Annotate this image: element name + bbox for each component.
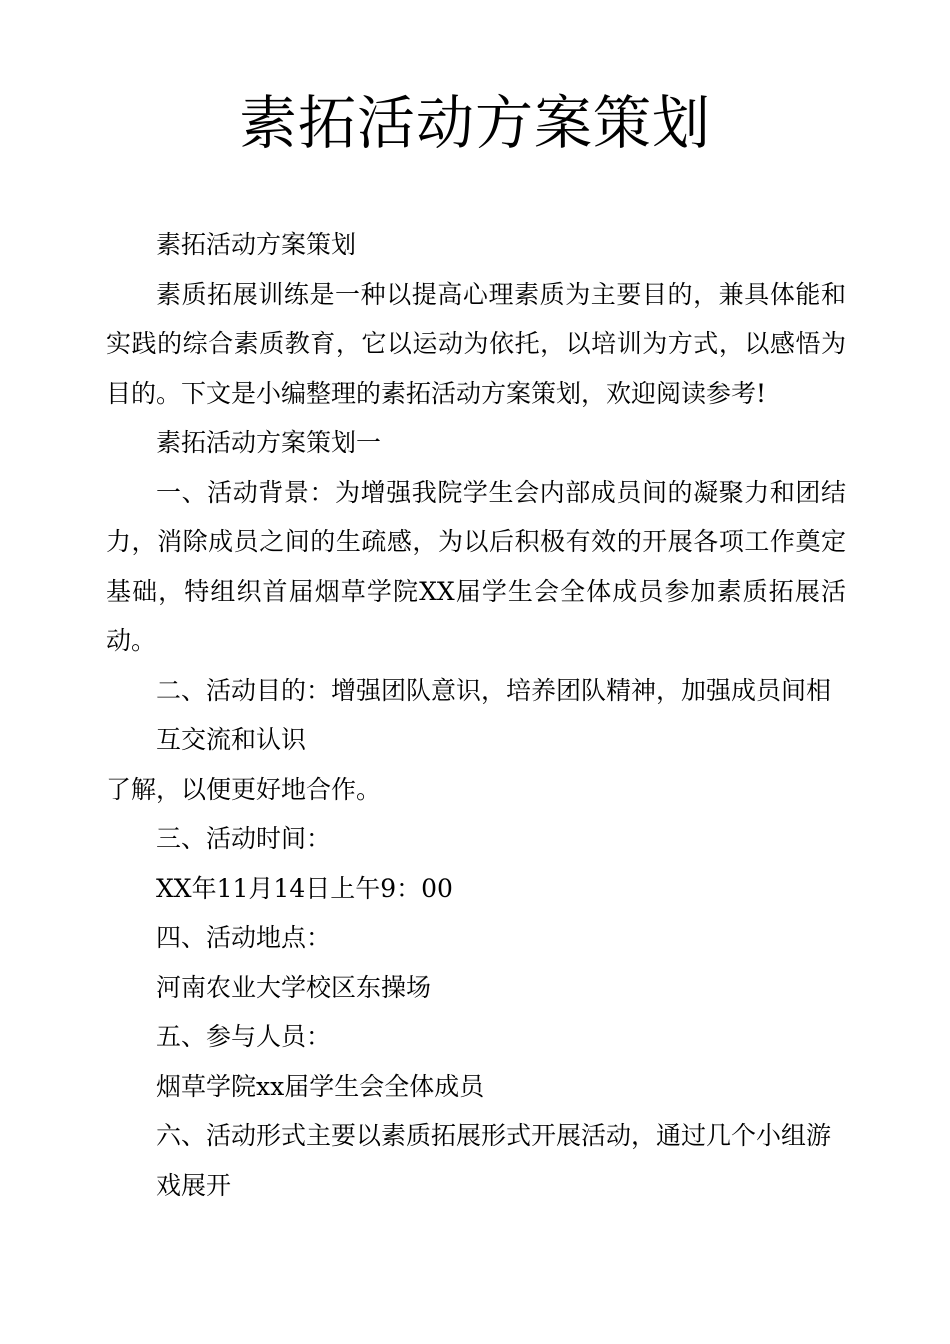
paragraph-participants-value: 烟草学院xx届学生会全体成员 xyxy=(156,1071,485,1101)
paragraph-format: 六、活动形式主要以素质拓展形式开展活动，通过几个小组游 xyxy=(156,1121,832,1150)
paragraph-background: 一、活动背景：为增强我院学生会内部成员间的凝聚力和团结力，消除成员之间的生疏感，为以后积极有效的开展各项工作奠定基础，特组织首届烟草学院XX届学生会全体成员参加素质拓展活动。 xyxy=(106,477,846,655)
paragraph-location-label: 四、活动地点： xyxy=(156,923,332,952)
paragraph-format-cont: 戏展开 xyxy=(156,1170,232,1200)
paragraph-purpose: 二、活动目的：增强团队意识，培养团队精神，加强成员间相 xyxy=(156,675,832,705)
paragraph-heading: 素拓活动方案策划 xyxy=(156,230,357,259)
document-body xyxy=(106,220,846,1210)
paragraph-time-label: 三、活动时间： xyxy=(156,824,332,853)
paragraph-time-value: XX年11月14日上午9：00 xyxy=(156,873,453,903)
paragraph-location-value: 河南农业大学校区东操场 xyxy=(156,972,432,1002)
paragraph-purpose-cont: 互交流和认识 xyxy=(156,725,307,754)
paragraph-intro: 素质拓展训练是一种以提高心理素质为主要目的，兼具体能和实践的综合素质教育，它以运动为依托，以培训为方式，以感悟为目的。下文是小编整理的素拓活动方案策划，欢迎阅读参考! xyxy=(106,279,846,408)
document-title: 素拓活动方案策划 xyxy=(238,89,711,157)
paragraph-purpose-end: 了解，以便更好地合作。 xyxy=(106,774,382,804)
paragraph-section-title: 素拓活动方案策划一 xyxy=(156,428,382,457)
paragraph-participants-label: 五、参与人员： xyxy=(156,1022,332,1051)
